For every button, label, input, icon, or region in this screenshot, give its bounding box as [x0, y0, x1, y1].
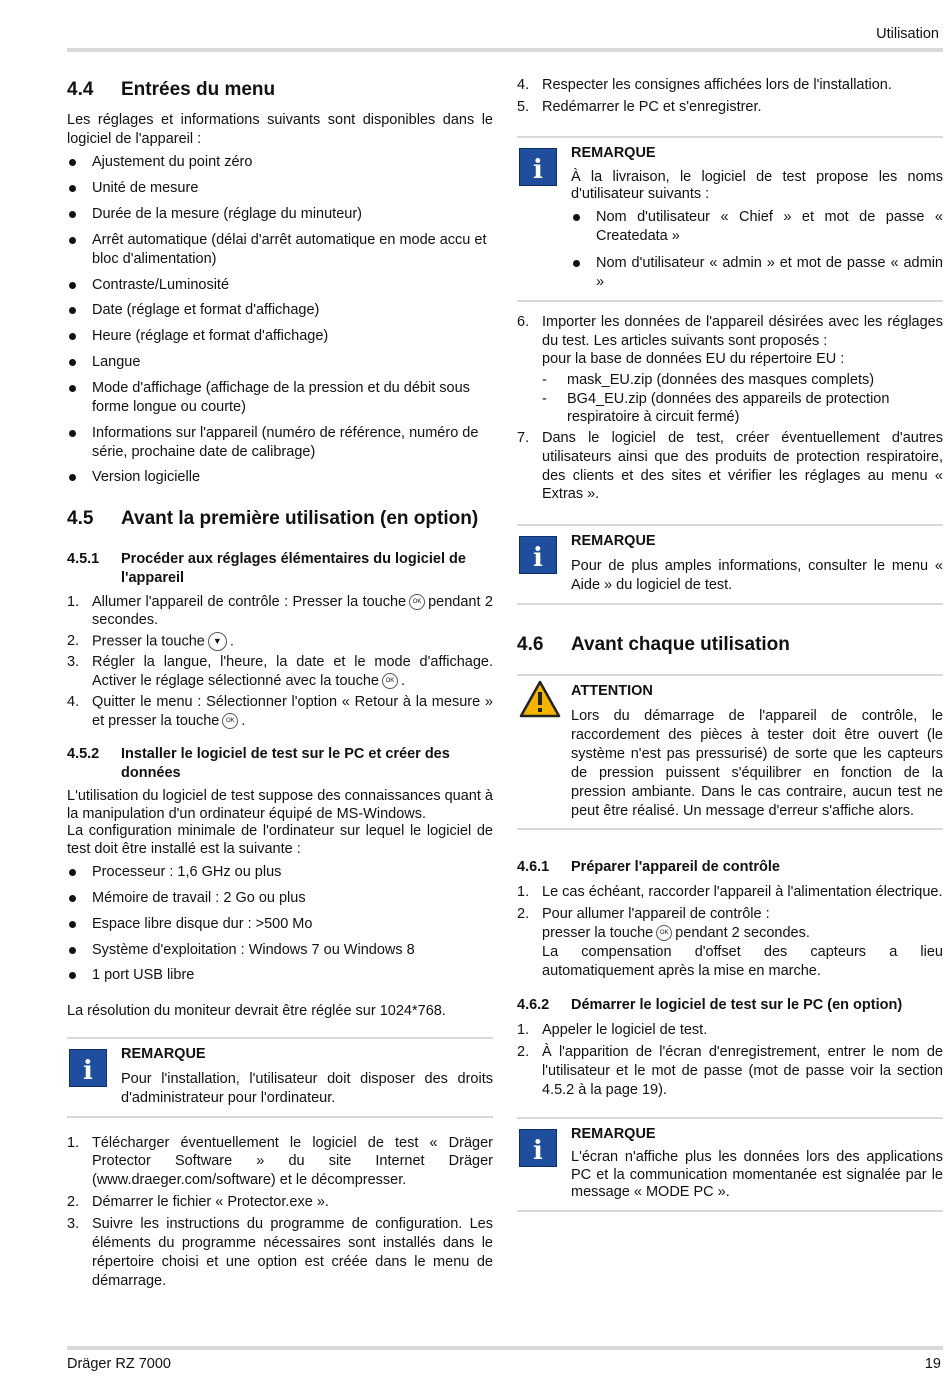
step-number: 2. — [517, 1044, 530, 1061]
step-text: La compensation d'offset des capteurs a lieu automatiquement après la mise en marche. — [542, 943, 943, 979]
list-item: Version logicielle — [67, 468, 493, 487]
list-item: Langue — [67, 353, 493, 372]
svg-text:i: i — [533, 543, 543, 574]
menu-entries-list — [67, 153, 493, 487]
warning-icon — [519, 680, 561, 724]
note-title: REMARQUE — [571, 533, 656, 550]
step-number: 7. — [517, 429, 530, 446]
step-text: Respecter les consignes affichées lors de l'installation. — [542, 77, 892, 93]
note-title: REMARQUE — [571, 1125, 656, 1142]
list-item: Unité de mesure — [67, 179, 493, 198]
step-number: 5. — [517, 98, 530, 115]
ok-button-icon: OK — [222, 713, 238, 729]
step-text: presser la touche — [542, 924, 654, 941]
step-text: pendant 2 secondes. — [675, 924, 810, 941]
requirements-list — [67, 863, 493, 985]
note-text: Pour l'installation, l'utilisateur doit disposer des droits d'administrateur pour l'ordinateur. — [121, 1070, 493, 1106]
basic-settings-steps — [67, 593, 493, 731]
list-item — [517, 1043, 943, 1100]
arrow-down-button-icon: ▼ — [208, 632, 227, 651]
step-number: 4. — [67, 694, 80, 711]
list-item: Mode d'affichage (affichage de la pression et du débit sous forme longue ou courte) — [67, 379, 493, 417]
step-text: Presser la touche — [92, 633, 205, 650]
note-text: À la livraison, le logiciel de test propose les noms d'utilisateur suivants : — [571, 168, 943, 202]
step-text: . — [229, 633, 234, 650]
step-text: Dans le logiciel de test, créer éventuellement d'autres utilisateurs ainsi que des produits de protection respiratoire, des clients et des sites et vérifier les réglages au menu « Extras ». — [542, 429, 943, 503]
step-text: Régler la langue, l'heure, la date et le mode d'affichage. Activer le réglage sélectionné avec la touche — [92, 654, 493, 690]
default-users-list — [571, 208, 943, 291]
list-item — [517, 905, 943, 980]
right-column — [517, 76, 943, 1212]
step-text: À l'apparition de l'écran d'enregistrement, entrer le nom de l'utilisateur et le mot de passe (mot de passe voir la section 4.5.2 à la page 19). — [542, 1044, 943, 1098]
ok-button-icon: OK — [409, 594, 425, 610]
left-column — [67, 76, 493, 1292]
list-item — [67, 632, 493, 651]
list-item — [67, 1134, 493, 1191]
svg-text:i: i — [83, 1056, 93, 1087]
list-item: Durée de la mesure (réglage du minuteur) — [67, 205, 493, 224]
note-title: REMARQUE — [571, 144, 656, 161]
list-item — [67, 1193, 493, 1212]
import-steps — [517, 313, 943, 370]
step-text: Pour allumer l'appareil de contrôle : — [542, 906, 770, 923]
list-item: Système d'exploitation : Windows 7 ou Windows 8 — [67, 941, 493, 960]
list-item — [67, 693, 493, 731]
section-title: Installer le logiciel de test sur le PC et créer des données — [121, 745, 450, 781]
step-text: Quitter le menu : Sélectionner l'option « Retour à la mesure » et presser la touche — [92, 694, 493, 729]
section-number: 4.6.1 — [517, 859, 550, 876]
warning-title: ATTENTION — [571, 683, 653, 700]
step-text: . — [241, 712, 246, 729]
step-number: 2. — [67, 633, 80, 650]
warning-text: Lors du démarrage de l'appareil de contrôle, le raccordement des pièces à tester doit être ouvert (le système n'est pas pressurisé) de sorte que les capteurs de pression puissent s'équilibrer en fonction de la pression ambiante. Dans le cas contraire, aucun test ne peut être réalisé. Un message d'erreur s'affiche alors. — [571, 708, 943, 819]
list-item: - mask_EU.zip (données des masques complets) — [542, 372, 875, 389]
note-text: L'écran n'affiche plus les données lors des applications PC et la communication momentanée est signalée par le message « MODE PC ». — [571, 1149, 943, 1201]
info-icon — [519, 148, 557, 192]
list-item — [67, 1215, 493, 1290]
ok-button-icon: OK — [656, 925, 672, 941]
step-text: Télécharger éventuellement le logiciel de test « Dräger Protector Software » du site Internet Dräger (www.draeger.com/software) et le décompresser. — [92, 1134, 493, 1189]
list-item: Contraste/Luminosité — [67, 276, 493, 295]
list-item: - BG4_EU.zip (données des appareils de protection respiratoire à circuit fermé) — [542, 390, 943, 427]
note-text: Pour de plus amples informations, consulter le menu « Aide » du logiciel de test. — [571, 558, 943, 593]
info-icon — [519, 536, 557, 580]
list-item — [517, 76, 943, 95]
step-number: 3. — [67, 654, 80, 671]
list-item — [517, 883, 943, 902]
section-4-5-2-heading — [67, 745, 493, 783]
step-number: 2. — [67, 1194, 80, 1211]
list-item — [67, 593, 493, 631]
step-number: 1. — [67, 1134, 80, 1151]
step-number: 2. — [517, 906, 530, 923]
step-text: Le cas échéant, raccorder l'appareil à l'alimentation électrique. — [542, 884, 943, 901]
info-icon — [519, 1129, 557, 1173]
paragraph: La configuration minimale de l'ordinateur sur lequel le logiciel de test doit être installé est la suivante : — [67, 823, 493, 857]
file-item: mask_EU.zip (données des masques complets) — [567, 372, 875, 389]
ok-button-icon: OK — [382, 673, 398, 689]
list-item — [517, 1021, 943, 1040]
step-text: Suivre les instructions du programme de configuration. Les éléments du programme nécessaires sont installés dans le répertoire choisi et une option est créée dans le menu de démarrage. — [92, 1216, 493, 1289]
install-steps — [67, 1134, 493, 1291]
paragraph: La résolution du moniteur devrait être réglée sur 1024*768. — [67, 1003, 446, 1020]
header-title: Utilisation — [876, 26, 939, 42]
list-item — [517, 98, 943, 117]
step-number: 1. — [67, 593, 80, 610]
list-item: Mémoire de travail : 2 Go ou plus — [67, 889, 493, 908]
file-list — [517, 371, 943, 427]
note-box — [67, 1037, 493, 1118]
list-item — [517, 429, 943, 504]
info-icon — [69, 1049, 107, 1093]
note-box — [517, 136, 943, 302]
install-steps-continued — [517, 76, 943, 117]
list-item: Informations sur l'appareil (numéro de référence, numéro de série, prochaine date de calibrage) — [67, 424, 493, 462]
warning-box — [517, 674, 943, 830]
section-number: 4.6 — [517, 633, 544, 655]
step-number: 1. — [517, 884, 530, 901]
file-item: BG4_EU.zip (données des appareils de protection respiratoire à circuit fermé) — [567, 390, 890, 426]
list-item: Heure (réglage et format d'affichage) — [67, 327, 493, 346]
list-item: Espace libre disque dur : >500 Mo — [67, 915, 493, 934]
section-title: Avant la première utilisation (en option) — [121, 508, 479, 530]
section-4-6-heading — [517, 633, 943, 658]
note-box — [517, 1117, 943, 1212]
note-box — [517, 524, 943, 605]
section-number: 4.5 — [67, 508, 94, 530]
step-text: Démarrer le fichier « Protector.exe ». — [92, 1194, 329, 1211]
start-software-steps — [517, 1021, 943, 1099]
step-text: Importer les données de l'appareil désirées avec les réglages du test. Les articles suivants sont proposés : — [542, 313, 943, 349]
page-footer — [67, 1346, 943, 1372]
step-number: 3. — [67, 1216, 80, 1233]
section-number: 4.5.2 — [67, 745, 100, 762]
page-header — [67, 22, 943, 52]
section-4-5-1-heading — [67, 550, 493, 588]
section-number: 4.5.1 — [67, 550, 100, 567]
step-number: 4. — [517, 77, 530, 93]
list-item — [517, 313, 943, 370]
section-number: 4.6.2 — [517, 997, 550, 1014]
step-text: Allumer l'appareil de contrôle : Presser la touche — [92, 593, 407, 610]
import-steps-continued — [517, 429, 943, 504]
step-number: 1. — [517, 1022, 530, 1039]
section-title: Démarrer le logiciel de test sur le PC (en option) — [571, 997, 903, 1014]
list-item: 1 port USB libre — [67, 966, 493, 985]
list-item: Date (réglage et format d'affichage) — [67, 301, 493, 320]
step-subtext: pour la base de données EU du répertoire EU : — [542, 351, 845, 368]
svg-text:i: i — [533, 154, 543, 185]
section-number: 4.4 — [67, 79, 94, 100]
paragraph: L'utilisation du logiciel de test suppose des connaissances quant à la manipulation d'un ordinateur équipé de MS-Windows. — [67, 788, 493, 822]
step-text: pendant 2 secondes. — [92, 593, 493, 629]
list-item: Arrêt automatique (délai d'arrêt automatique en mode accu et bloc d'alimentation) — [67, 231, 493, 269]
step-number: 6. — [517, 313, 530, 330]
note-title: REMARQUE — [121, 1046, 206, 1063]
section-4-6-1-heading — [517, 858, 943, 877]
section-title: Avant chaque utilisation — [571, 633, 790, 655]
prepare-steps — [517, 883, 943, 980]
section-title: Procéder aux réglages élémentaires du logiciel de l'appareil — [121, 550, 466, 586]
step-text: . — [400, 673, 405, 690]
list-item: Nom d'utilisateur « admin » et mot de passe « admin » — [571, 254, 943, 292]
section-4-5-heading — [67, 507, 493, 532]
list-item: Processeur : 1,6 GHz ou plus — [67, 863, 493, 882]
section-4-4-intro: Les réglages et informations suivants sont disponibles dans le logiciel de l'appareil : — [67, 111, 493, 147]
section-title: Entrées du menu — [121, 79, 276, 100]
list-item — [67, 653, 493, 691]
section-title: Préparer l'appareil de contrôle — [571, 859, 780, 876]
page-number: 19 — [924, 1356, 941, 1372]
footer-product: Dräger RZ 7000 — [67, 1356, 171, 1372]
section-4-4-heading — [67, 78, 493, 103]
list-item: Ajustement du point zéro — [67, 153, 493, 172]
section-4-6-2-heading — [517, 996, 943, 1015]
step-text: Redémarrer le PC et s'enregistrer. — [542, 98, 762, 115]
svg-text:i: i — [533, 1135, 543, 1166]
step-text: Appeler le logiciel de test. — [542, 1022, 708, 1039]
list-item: Nom d'utilisateur « Chief » et mot de passe « Createdata » — [571, 208, 943, 246]
